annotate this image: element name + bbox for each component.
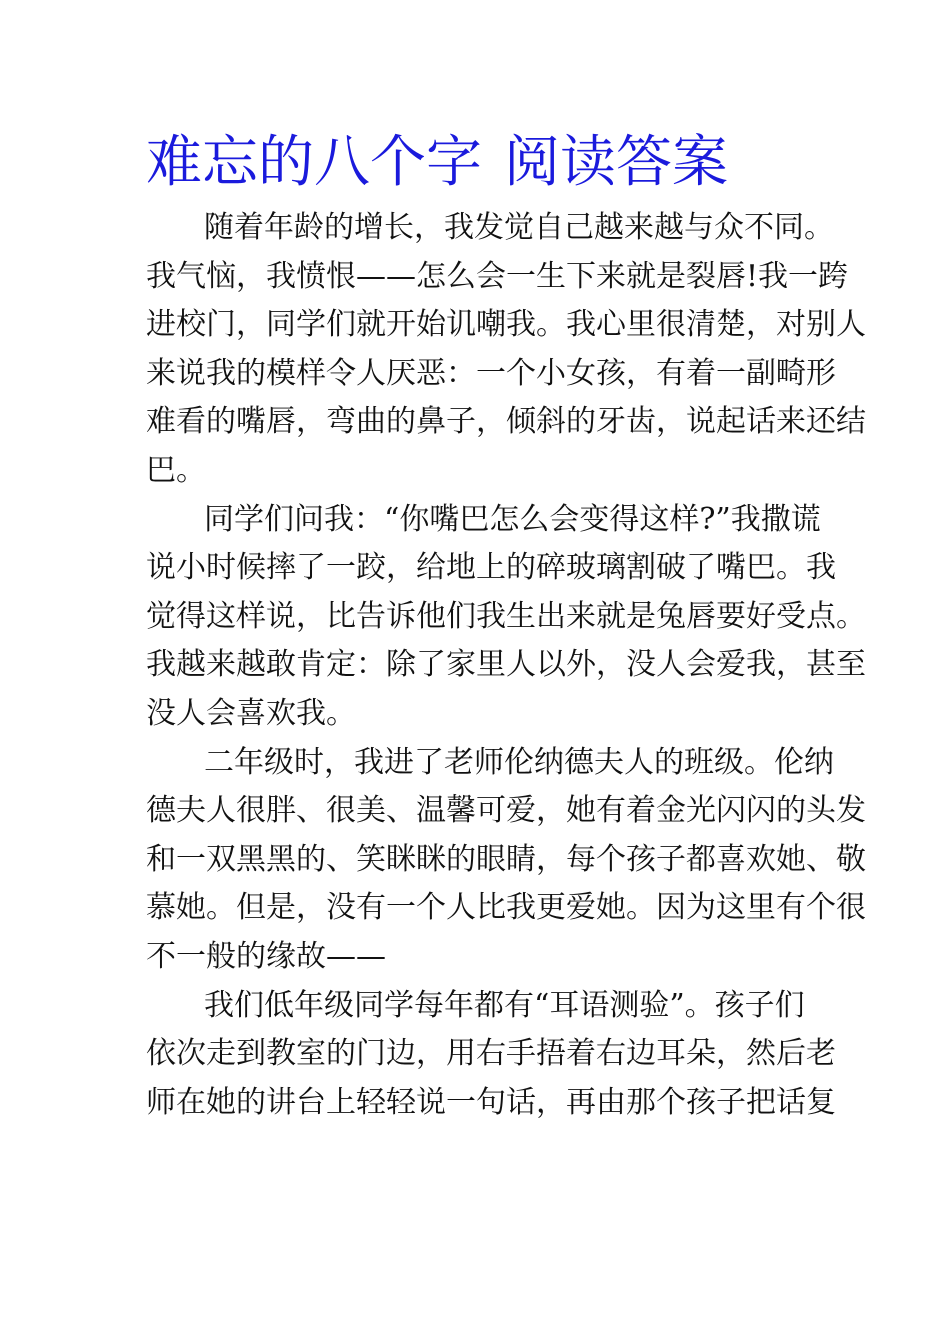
text-line: 德夫人很胖、很美、温馨可爱，她有着金光闪闪的头发 (146, 793, 866, 829)
text-line: 师在她的讲台上轻轻说一句话，再由那个孩子把话复 (146, 1084, 836, 1120)
text-line: 我越来越敢肯定：除了家里人以外，没人会爱我，甚至 (146, 647, 866, 683)
text-line: 慕她。但是，没有一个人比我更爱她。因为这里有个很 (146, 890, 866, 926)
text-line: 难看的嘴唇，弯曲的鼻子，倾斜的牙齿，说起话来还结 (146, 404, 866, 440)
paragraph-1 (146, 204, 866, 496)
title-sub: 阅读答案 (504, 130, 728, 195)
paragraph-4 (146, 982, 836, 1128)
paragraph-2 (146, 496, 866, 739)
paragraph-3 (146, 739, 866, 982)
text-line: 二年级时，我进了老师伦纳德夫人的班级。伦纳 (204, 744, 834, 780)
text-line: 和一双黑黑的、笑眯眯的眼睛，每个孩子都喜欢她、敬 (146, 841, 866, 877)
document-body (146, 204, 866, 1127)
title-main: 难忘的八个字 (146, 130, 482, 195)
text-line: 说小时候摔了一跤，给地上的碎玻璃割破了嘴巴。我 (146, 550, 836, 586)
text-line: 觉得这样说，比告诉他们我生出来就是兔唇要好受点。 (146, 598, 866, 634)
text-line: 依次走到教室的门边，用右手捂着右边耳朵，然后老 (146, 1036, 836, 1072)
text-line: 随着年龄的增长，我发觉自己越来越与众不同。 (204, 210, 834, 245)
text-line: 我气恼，我愤恨——怎么会一生下来就是裂唇!我一跨 (146, 258, 849, 294)
text-line: 进校门，同学们就开始讥嘲我。我心里很清楚，对别人 (146, 307, 866, 343)
text-line: 没人会喜欢我。 (146, 695, 356, 731)
text-line: 我们低年级同学每年都有“耳语测验”。孩子们 (204, 987, 805, 1023)
text-line: 同学们问我：“你嘴巴怎么会变得这样?”我撒谎 (204, 501, 821, 537)
document-title (146, 128, 846, 198)
text-line: 巴。 (146, 452, 206, 488)
text-line: 来说我的模样令人厌恶：一个小女孩，有着一副畸形 (146, 355, 836, 391)
text-line: 不一般的缘故—— (146, 938, 386, 974)
